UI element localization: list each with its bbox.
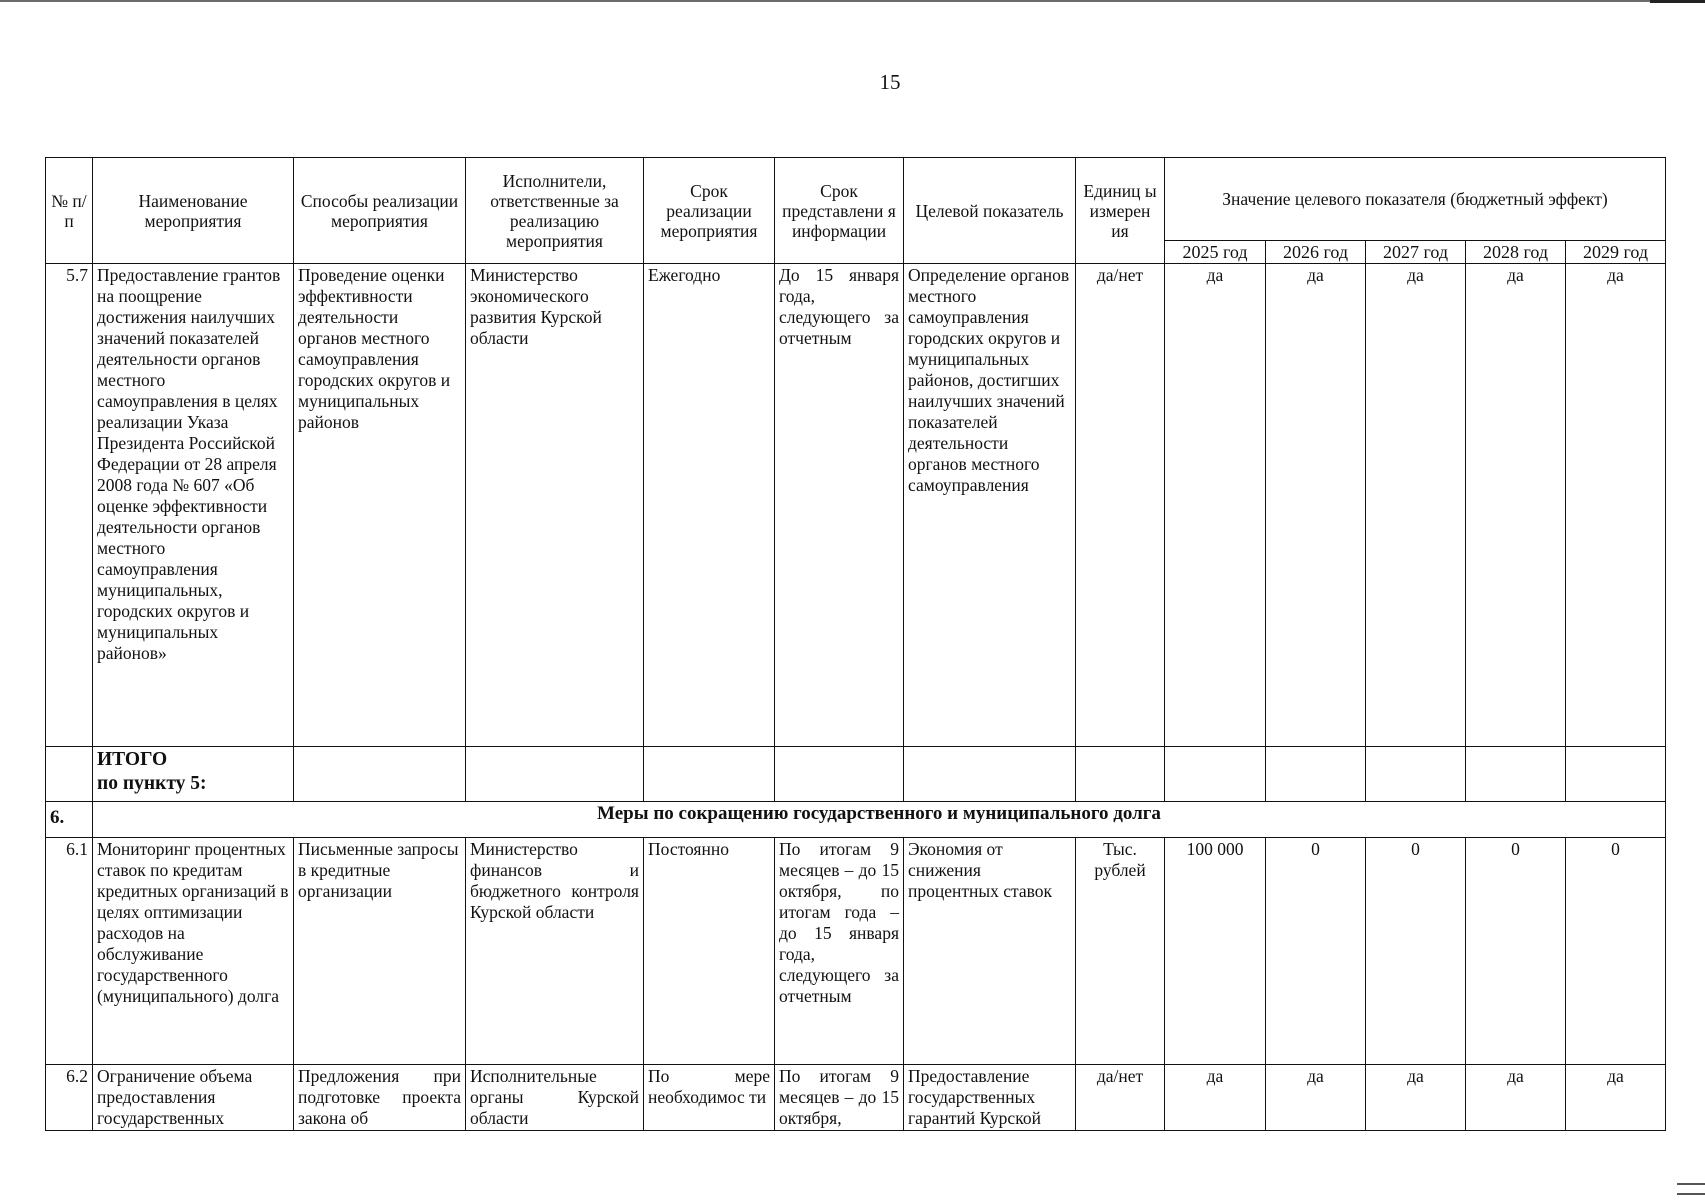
row-value: да	[1366, 1065, 1466, 1131]
row-value: да	[1366, 264, 1466, 747]
total-empty-cell	[904, 747, 1076, 802]
table-row	[46, 1065, 1666, 1131]
row-value: да	[1566, 264, 1666, 747]
total-label-line2: по пункту 5:	[97, 773, 207, 794]
row-value: да	[1466, 264, 1566, 747]
row-value: да	[1266, 264, 1366, 747]
row-executors: Министерство экономического развития Курской области	[466, 264, 644, 747]
row-indicator: Экономия от снижения процентных ставок	[904, 838, 1076, 1065]
header-year: 2028 год	[1466, 241, 1566, 264]
section-number: 6.	[46, 802, 93, 838]
scan-edge-line	[0, 0, 1705, 2]
header-indicator: Целевой показатель	[904, 158, 1076, 264]
row-report-term: До 15 января года, следующего за отчетным	[775, 264, 904, 747]
row-term: Постоянно	[644, 838, 775, 1065]
row-executors: Исполнительные органы Курской области	[466, 1065, 644, 1131]
header-unit: Единиц ы измерен ия	[1076, 158, 1165, 264]
total-empty-cell	[1366, 747, 1466, 802]
row-methods: Проведение оценки эффективности деятельности органов местного самоуправления городских округов и муниципальных районов	[294, 264, 466, 747]
row-indicator: Определение органов местного самоуправления городских округов и муниципальных районов, достигших наилучших значений показателей деятельности органов местного самоуправления	[904, 264, 1076, 747]
row-term: По мере необходимос ти	[644, 1065, 775, 1131]
total-empty-cell	[466, 747, 644, 802]
header-value-group: Значение целевого показателя (бюджетный эффект)	[1165, 158, 1666, 241]
header-executors: Исполнители, ответственные за реализацию мероприятия	[466, 158, 644, 264]
total-empty-cell	[1076, 747, 1165, 802]
scan-edge-mark	[1677, 1183, 1705, 1185]
row-number: 6.1	[46, 838, 93, 1065]
total-empty-cell	[1566, 747, 1666, 802]
row-unit: да/нет	[1076, 1065, 1165, 1131]
row-name: Мониторинг процентных ставок по кредитам кредитных организаций в целях оптимизации расходов на обслуживание государственного (муниципального) долга	[93, 838, 294, 1065]
table-row	[46, 264, 1666, 747]
row-value: да	[1266, 1065, 1366, 1131]
total-empty-cell	[775, 747, 904, 802]
row-value: 0	[1466, 838, 1566, 1065]
page-number: 15	[879, 70, 901, 94]
header-term: Срок реализации мероприятия	[644, 158, 775, 264]
header-year: 2027 год	[1366, 241, 1466, 264]
row-unit: да/нет	[1076, 264, 1165, 747]
row-value: 0	[1266, 838, 1366, 1065]
row-report-term: По итогам 9 месяцев – до 15 октября, по итогам года – до 15 января года, следующего за отчетным	[775, 838, 904, 1065]
header-year: 2029 год	[1566, 241, 1666, 264]
row-methods: Предложения при подготовке проекта закона об	[294, 1065, 466, 1131]
row-value: 100 000	[1165, 838, 1266, 1065]
row-value: да	[1566, 1065, 1666, 1131]
header-year: 2026 год	[1266, 241, 1366, 264]
header-methods: Способы реализации мероприятия	[294, 158, 466, 264]
header-report-term: Срок представлени я информации	[775, 158, 904, 264]
row-indicator: Предоставление государственных гарантий Курской	[904, 1065, 1076, 1131]
row-value: 0	[1366, 838, 1466, 1065]
total-empty-cell	[294, 747, 466, 802]
row-report-term: По итогам 9 месяцев – до 15 октября,	[775, 1065, 904, 1131]
total-empty-cell	[1466, 747, 1566, 802]
section-row	[46, 802, 1666, 838]
scan-edge-mark	[1650, 0, 1705, 3]
row-executors: Министерство финансов и бюджетного контроля Курской области	[466, 838, 644, 1065]
header-year: 2025 год	[1165, 241, 1266, 264]
row-value: да	[1466, 1065, 1566, 1131]
table-row	[46, 838, 1666, 1065]
header-name: Наименование мероприятия	[93, 158, 294, 264]
row-unit: Тыс. рублей	[1076, 838, 1165, 1065]
total-label	[93, 747, 294, 802]
section-title: Меры по сокращению государственного и муниципального долга	[93, 802, 1666, 838]
total-row	[46, 747, 1666, 802]
row-number: 5.7	[46, 264, 93, 747]
total-empty-cell	[1165, 747, 1266, 802]
action-plan-table	[45, 157, 1666, 1131]
total-empty-cell	[1266, 747, 1366, 802]
scan-edge-mark	[1677, 1193, 1705, 1195]
total-empty-cell	[46, 747, 93, 802]
row-methods: Письменные запросы в кредитные организации	[294, 838, 466, 1065]
row-number: 6.2	[46, 1065, 93, 1131]
row-name: Ограничение объема предоставления государственных	[93, 1065, 294, 1131]
row-term: Ежегодно	[644, 264, 775, 747]
row-value: да	[1165, 1065, 1266, 1131]
total-label-line1: ИТОГО	[97, 749, 168, 770]
row-name: Предоставление грантов на поощрение достижения наилучших значений показателей деятельности органов местного самоуправления в целях реализации Указа Президента Российской Федерации от 28 апреля 2008 года № 607 «Об оценке эффективности деятельности органов местного самоуправления муниципальных, городских округов и муниципальных районов»	[93, 264, 294, 747]
total-empty-cell	[644, 747, 775, 802]
row-value: да	[1165, 264, 1266, 747]
row-value: 0	[1566, 838, 1666, 1065]
header-num: № п/п	[46, 158, 93, 264]
